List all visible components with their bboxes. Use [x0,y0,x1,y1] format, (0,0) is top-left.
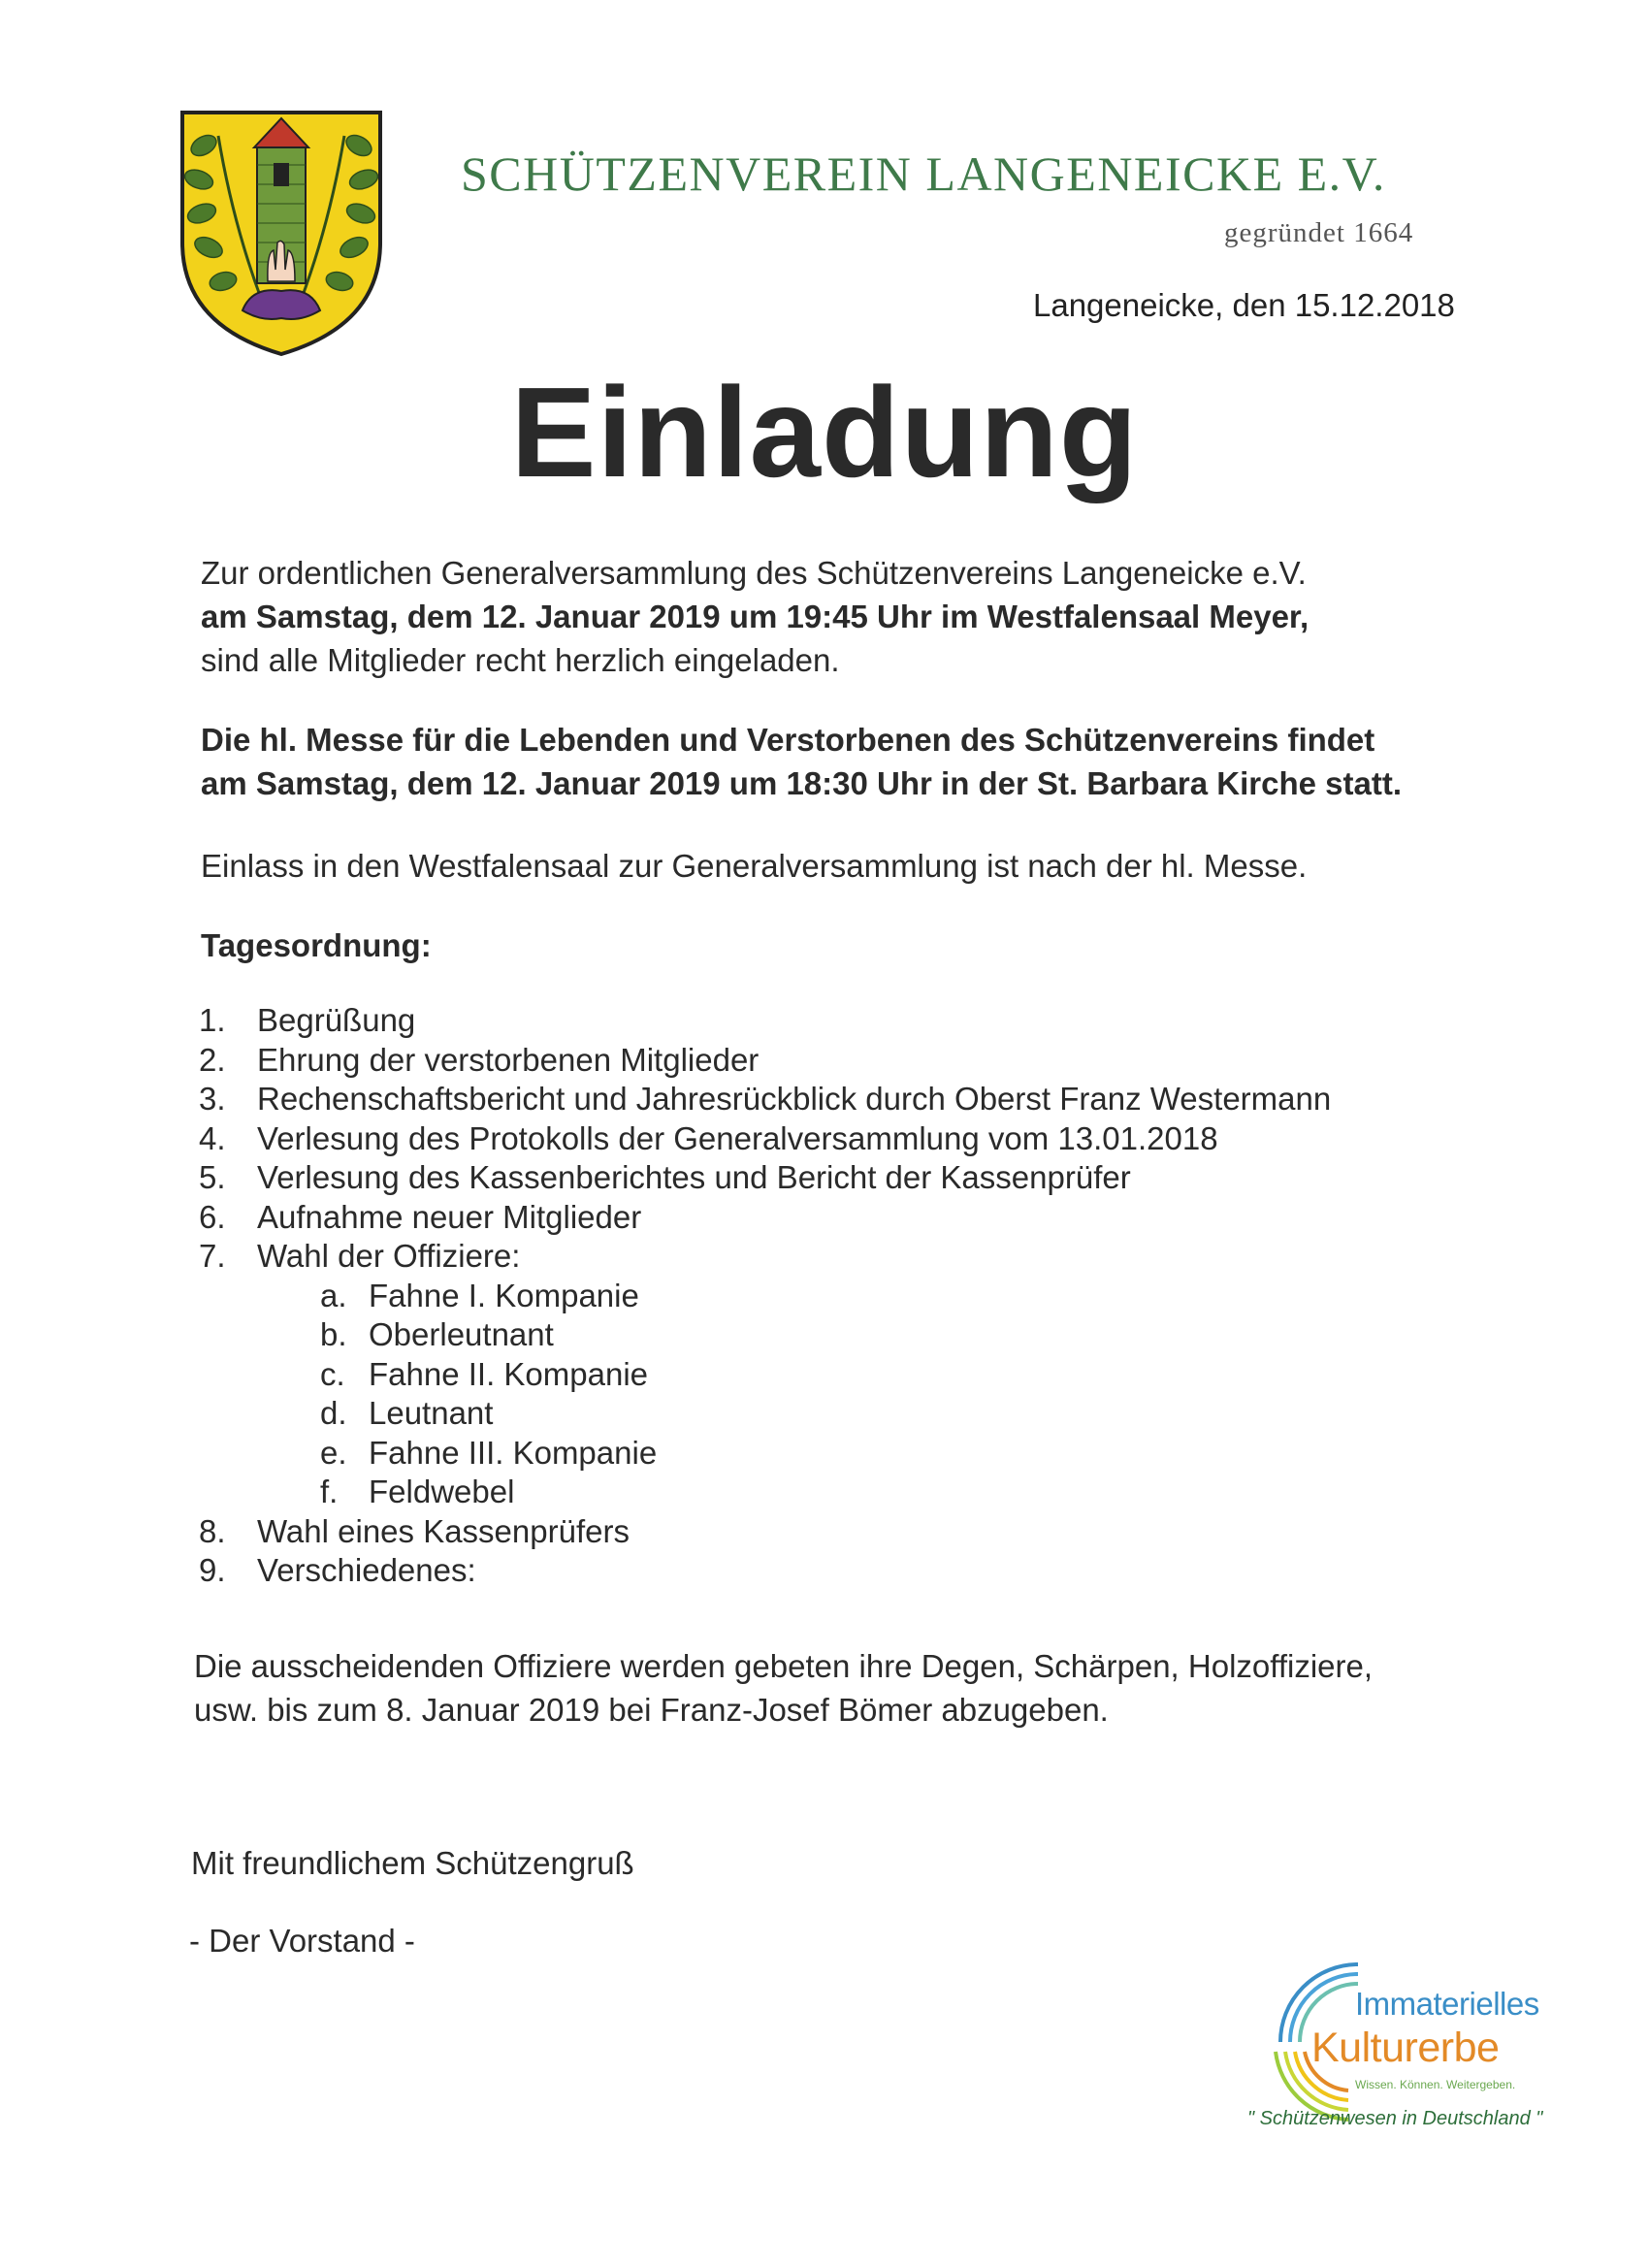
agenda-item [199,1512,1331,1552]
logo-caption: " Schützenwesen in Deutschland " [1247,2108,1543,2129]
intro-line-3: sind alle Mitglieder recht herzlich eingeladen. [201,642,840,678]
officer-letter: a. [320,1277,347,1313]
mass-line-2: am Samstag, dem 12. Januar 2019 um 18:30 Uhr in der St. Barbara Kirche statt. [201,765,1402,801]
officer-text: Leutnant [369,1395,494,1431]
agenda-text: Verschiedenes: [257,1552,476,1588]
officer-item [199,1277,1331,1316]
officer-text: Fahne I. Kompanie [369,1277,639,1313]
intro-line-1: Zur ordentlichen Generalversammlung des Schützenvereins Langeneicke e.V. [201,555,1307,591]
closing-note [194,1644,1373,1732]
logo-text-immaterielles: Immaterielles [1355,1986,1539,2022]
officer-letter: c. [320,1355,345,1392]
agenda-number: 6. [199,1198,226,1235]
officer-item [199,1394,1331,1434]
agenda-text: Aufnahme neuer Mitglieder [257,1198,642,1235]
agenda-number: 8. [199,1512,226,1549]
founded-year: gegründet 1664 [1224,217,1414,248]
mass-line-1: Die hl. Messe für die Lebenden und Verstorbenen des Schützenvereins findet [201,722,1375,758]
agenda-number: 5. [199,1159,226,1195]
entry-note: Einlass in den Westfalensaal zur Generalversammlung ist nach der hl. Messe. [201,848,1308,884]
officer-letter: b. [320,1316,347,1352]
officer-text: Fahne II. Kompanie [369,1355,649,1392]
agenda-text: Wahl der Offiziere: [257,1238,521,1274]
officer-letter: d. [320,1395,347,1431]
closing-line-1: Die ausscheidenden Offiziere werden gebeten ihre Degen, Schärpen, Holzoffiziere, [194,1648,1374,1684]
officer-item [199,1315,1331,1355]
signature: - Der Vorstand - [189,1923,415,1959]
agenda-item [199,1158,1331,1198]
agenda-item [199,1198,1331,1238]
agenda-item [199,1551,1331,1591]
officer-text: Oberleutnant [369,1316,554,1352]
agenda-number: 9. [199,1552,226,1588]
mass-paragraph [201,718,1402,805]
agenda-item [199,1041,1331,1081]
agenda-item [199,1001,1331,1041]
logo-text-kulturerbe: Kulturerbe [1311,2025,1500,2071]
agenda-item [199,1237,1331,1277]
agenda-number: 1. [199,1002,226,1038]
agenda-number: 4. [199,1119,226,1156]
officer-text: Feldwebel [369,1474,515,1509]
agenda-number: 3. [199,1081,226,1117]
agenda-list [199,1001,1331,1591]
officer-letter: f. [320,1474,339,1509]
page-title: Einladung [510,361,1139,503]
intro-paragraph [201,551,1309,682]
agenda-item [199,1119,1331,1159]
agenda-text: Begrüßung [257,1002,416,1038]
logo-tagline: Wissen. Können. Weitergeben. [1355,2078,1516,2091]
agenda-text: Verlesung des Protokolls der Generalversammlung vom 13.01.2018 [257,1119,1218,1156]
agenda-number: 2. [199,1041,226,1078]
agenda-number: 7. [199,1238,226,1274]
officer-item [199,1355,1331,1395]
intro-line-2: am Samstag, dem 12. Januar 2019 um 19:45 Uhr im Westfalensaal Meyer, [201,599,1310,634]
club-name: SCHÜTZENVEREIN LANGENEICKE E.V. [461,146,1386,201]
officer-item [199,1434,1331,1474]
closing-line-2: usw. bis zum 8. Januar 2019 bei Franz-Josef Bömer abzugeben. [194,1692,1109,1728]
letter-date: Langeneicke, den 15.12.2018 [1033,287,1455,323]
agenda-heading: Tagesordnung: [201,927,432,963]
officer-text: Fahne III. Kompanie [369,1434,658,1471]
agenda-text: Wahl eines Kassenprüfers [257,1512,630,1549]
agenda-text: Verlesung des Kassenberichtes und Bericht der Kassenprüfer [257,1159,1131,1195]
greeting: Mit freundlichem Schützengruß [191,1845,634,1881]
officer-letter: e. [320,1434,347,1471]
agenda-text: Ehrung der verstorbenen Mitglieder [257,1041,760,1078]
officer-item [199,1473,1331,1512]
agenda-text: Rechenschaftsbericht und Jahresrückblick durch Oberst Franz Westermann [257,1081,1332,1117]
agenda-item [199,1080,1331,1119]
club-crest-icon [175,107,388,359]
